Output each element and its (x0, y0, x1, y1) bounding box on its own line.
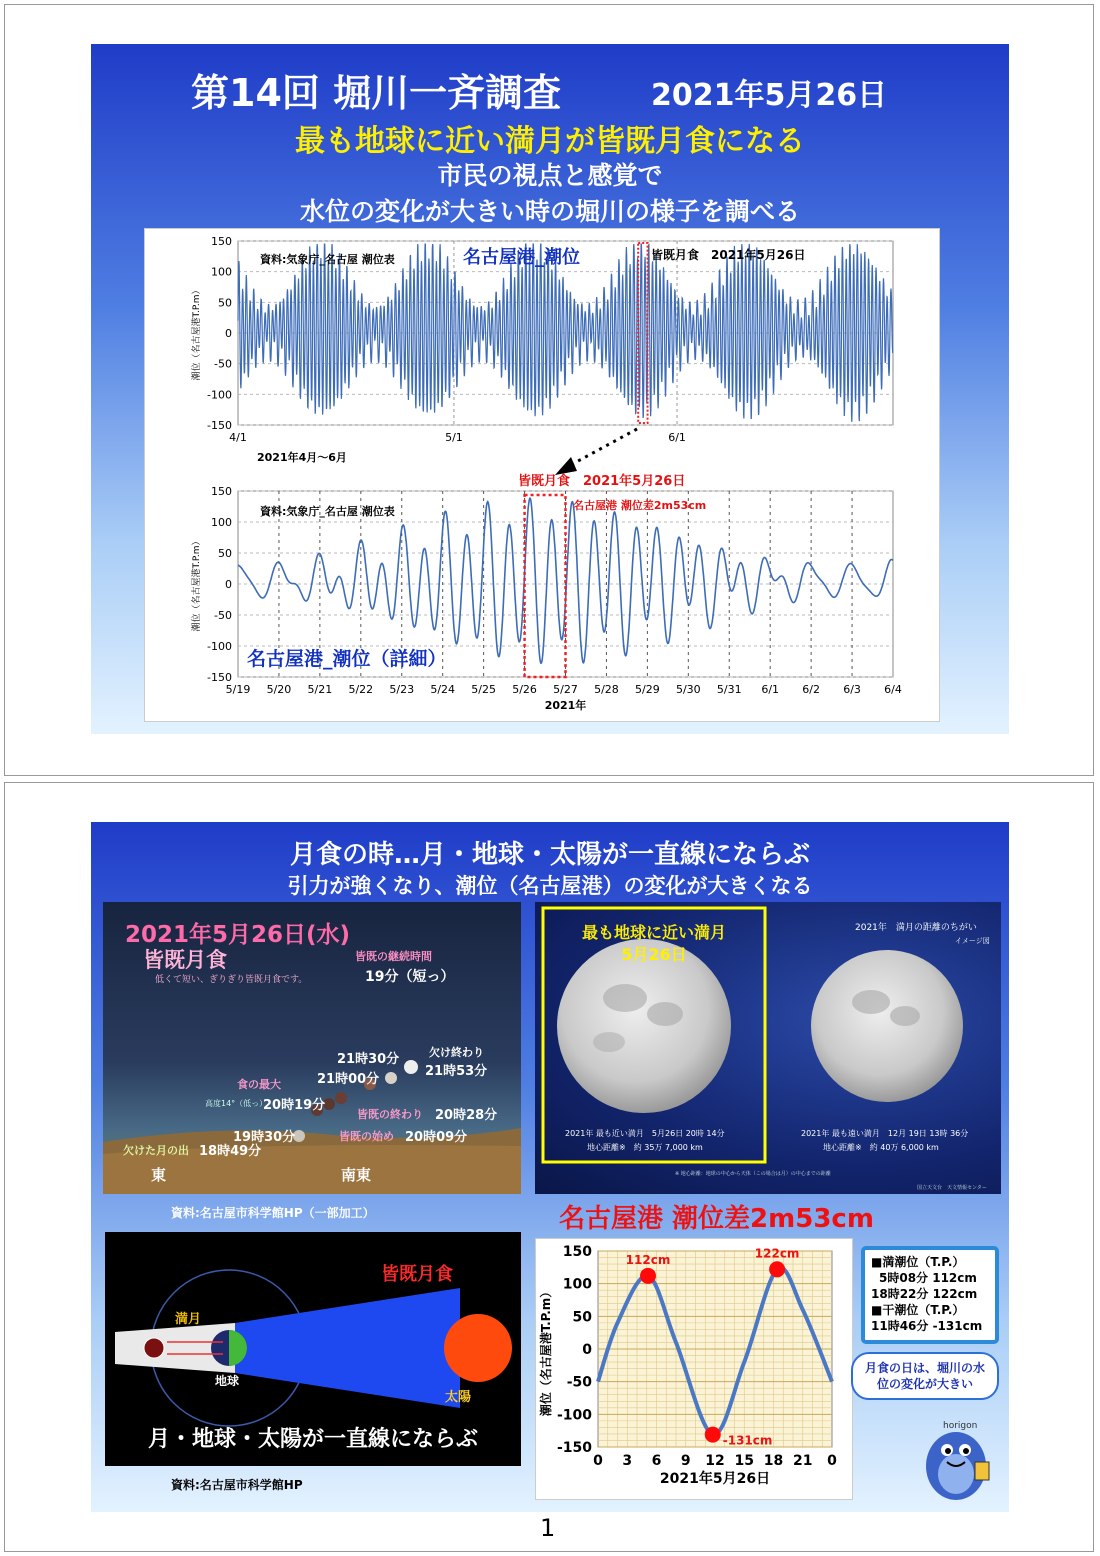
eclipse-caption: 低くて短い、ぎりぎり皆既月食です。 (155, 975, 308, 985)
detail-ytick-1: 100 (211, 516, 232, 529)
detail-xtick-0: 5/19 (225, 683, 251, 696)
detail-xtick-10: 5/29 (635, 683, 660, 696)
day-ytick-2: 50 (572, 1309, 592, 1326)
moon-footnote: ※ 地心距離：地球の中心から天体（この場合は月）の中心までの距離 (675, 1171, 831, 1177)
day-xlabel: 2021年5月26日 (659, 1471, 771, 1487)
day-tide-point-label-0: 112cm (625, 1252, 671, 1267)
source-science-museum-1: 資料:名古屋市科学館HP（一部加工） (171, 1206, 375, 1220)
eclipse-duration-value: 19分（短っ） (365, 969, 455, 985)
detail-xtick-16: 6/4 (884, 683, 902, 696)
info-line-5: 11時46分 -131cm (871, 1319, 983, 1333)
sun-icon (444, 1314, 512, 1382)
slide2-title-line1: 月食の時…月・地球・太陽が一直線にならぶ (289, 840, 810, 870)
alignment-sun-label: 太陽 (445, 1390, 472, 1405)
detail-eclipse-note: 皆既月食 2021年5月26日 (518, 474, 686, 489)
tide-charts-panel (144, 228, 940, 722)
overview-ytick-0: 150 (211, 235, 232, 248)
overview-eclipse-note: 皆既月食 2021年5月26日 (651, 248, 806, 262)
info-line-4: ■干潮位（T.P.） (871, 1303, 965, 1317)
moon-right-subtitle: イメージ図 (955, 937, 990, 945)
day-xtick-0: 0 (593, 1453, 603, 1469)
far-moon-icon (811, 950, 963, 1102)
day-ytick-0: 150 (562, 1244, 592, 1260)
tide-difference-title: 名古屋港 潮位差2m53cm (559, 1204, 874, 1234)
day-ylabel: 潮位（名古屋港T.P.m） (539, 1285, 553, 1417)
info-line-1: ■満潮位（T.P.） (871, 1255, 965, 1269)
mascot-label: horigon (943, 1421, 978, 1431)
eclipse-altitude: 高度14°（低っ） (205, 1099, 268, 1108)
day-xtick-6: 18 (763, 1453, 784, 1469)
overview-ytick-2: 50 (218, 296, 232, 310)
eclipse-timeline-image (103, 902, 521, 1194)
overview-xtick-2: 6/1 (668, 431, 686, 444)
detail-ytick-4: -50 (214, 609, 232, 622)
direction-east: 東 (151, 1166, 167, 1184)
day-ytick-5: -100 (556, 1407, 592, 1424)
detail-xtick-14: 6/2 (802, 683, 820, 696)
detail-xtick-5: 5/24 (430, 683, 456, 696)
event-label-6: 皆既の始め (339, 1130, 394, 1143)
overview-ytick-5: -100 (207, 388, 232, 402)
day-xtick-2: 6 (651, 1453, 662, 1469)
event-time-0: 21時53分 (425, 1064, 488, 1079)
day-ytick-1: 100 (562, 1276, 592, 1293)
event-label-4: 皆既の終わり (357, 1108, 423, 1121)
far-moon-caption1: 2021年 最も遠い満月 12月 19日 13時 36分 (801, 1129, 969, 1138)
moon-highlight-line1: 最も地球に近い満月 (581, 923, 726, 942)
alignment-earth-label: 地球 (215, 1374, 240, 1388)
detail-xtick-6: 5/25 (471, 683, 496, 696)
detail-ytick-5: -100 (207, 640, 232, 653)
full-moon-icon (144, 1338, 164, 1358)
slide1-subtitle-yellow: 最も地球に近い満月が皆既月食になる (295, 124, 805, 159)
detail-ytick-6: -150 (207, 671, 232, 684)
detail-source: 資料:気象庁_名古屋 潮位表 (260, 505, 395, 518)
day-ytick-4: -50 (566, 1374, 592, 1391)
slide1-subtitle-line2: 水位の変化が大きい時の堀川の様子を調べる (299, 197, 800, 226)
eclipse-name: 皆既月食 (143, 948, 227, 972)
slide-eclipse-explanation (91, 822, 1009, 1512)
moon-partial-end-icon (404, 1060, 418, 1074)
detail-xtick-8: 5/27 (553, 683, 578, 696)
alignment-moon-label: 満月 (175, 1312, 202, 1327)
detail-xtick-1: 5/20 (266, 683, 292, 696)
detail-title: 名古屋港_潮位（詳細） (247, 648, 447, 670)
speech-bubble: 月食の日は、堀川の水位の変化が大きい (851, 1352, 999, 1400)
overview-title: 名古屋港_潮位 (463, 247, 580, 268)
slide1-date: 2021年5月26日 (651, 78, 888, 113)
near-moon-icon (557, 939, 731, 1113)
mascot-horigon-icon (911, 1404, 1001, 1504)
detail-xtick-12: 5/31 (716, 683, 742, 696)
event-time-3: 20時19分 (263, 1098, 326, 1113)
day-tide-point-1 (705, 1427, 721, 1443)
overview-ytick-1: 100 (211, 265, 232, 279)
overview-ytick-3: 0 (225, 327, 232, 340)
overview-ylabel: 潮位（名古屋港T.P.m） (192, 285, 202, 381)
detail-ytick-0: 150 (211, 485, 232, 498)
day-tide-point-2 (769, 1261, 785, 1277)
day-tide-point-label-2: 122cm (754, 1246, 800, 1261)
overview-ytick-6: -150 (207, 419, 232, 432)
event-label-0: 欠け終わり (429, 1046, 484, 1059)
event-time-1: 21時30分 (337, 1052, 400, 1067)
day-tide-point-0 (640, 1268, 656, 1284)
detail-ytick-2: 50 (218, 547, 232, 560)
slide1-title: 第14回 堀川一斉調査 (191, 71, 562, 115)
alignment-eclipse-label: 皆既月食 (381, 1264, 453, 1285)
overview-ytick-4: -50 (214, 357, 232, 371)
event-time-6: 20時09分 (405, 1130, 468, 1145)
day-ytick-6: -150 (556, 1440, 592, 1456)
moon-distance-image (535, 902, 1001, 1194)
moon-right-title: 2021年 満月の距離のちがい (855, 923, 977, 933)
day-ytick-3: 0 (582, 1342, 592, 1358)
detail-xtick-13: 6/1 (761, 683, 780, 696)
daily-tide-chart-panel (535, 1238, 853, 1500)
event-time-7: 18時49分 (199, 1144, 262, 1159)
event-label-7: 欠けた月の出 (123, 1144, 189, 1157)
tide-charts-svg (145, 229, 941, 723)
moon-highlight-line2: 5月26日 (621, 945, 687, 964)
moon-credit: 国立天文台 天文情報センター (917, 1185, 987, 1191)
far-moon-caption2: 地心距離※ 約 40万 6,000 km (823, 1143, 939, 1152)
day-xtick-5: 15 (734, 1453, 754, 1469)
alignment-caption: 月・地球・太陽が一直線にならぶ (147, 1427, 478, 1452)
event-time-2: 21時00分 (317, 1072, 380, 1087)
eclipse-duration-label: 皆既の継続時間 (355, 950, 432, 963)
near-moon-caption1: 2021年 最も近い満月 5月26日 20時 14分 (565, 1129, 725, 1138)
zoom-arrow-head-icon (555, 457, 577, 475)
info-line-2: 5時08分 112cm (879, 1271, 977, 1285)
detail-ylabel: 潮位（名古屋港T.P.m） (192, 536, 202, 632)
slide-tide-survey (91, 44, 1009, 734)
page-number-bottom: 1 (540, 1514, 556, 1542)
overview-source: 資料:気象庁_名古屋 潮位表 (260, 253, 395, 266)
slide2-title-line2: 引力が強くなり、潮位（名古屋港）の変化が大きくなる (287, 874, 813, 898)
zoom-arrow (567, 429, 637, 467)
source-science-museum-2: 資料:名古屋市科学館HP (171, 1478, 303, 1492)
near-moon-caption2: 地心距離※ 約 35万 7,000 km (587, 1143, 703, 1152)
detail-xlabel: 2021年 (544, 699, 587, 712)
overview-xtick-0: 4/1 (229, 431, 247, 444)
alignment-diagram (105, 1232, 521, 1466)
day-xtick-7: 21 (793, 1453, 813, 1469)
detail-xtick-11: 5/30 (675, 683, 701, 696)
overview-xtick-1: 5/1 (445, 431, 463, 444)
direction-southeast: 南東 (341, 1166, 372, 1184)
event-time-4: 20時28分 (435, 1108, 498, 1123)
info-line-3: 18時22分 122cm (871, 1287, 978, 1301)
day-xtick-1: 3 (622, 1453, 633, 1469)
daily-tide-chart-svg (536, 1239, 854, 1501)
event-time-5: 19時30分 (233, 1130, 296, 1145)
detail-range-note: 名古屋港 潮位差2m53cm (573, 499, 707, 512)
detail-xtick-15: 6/3 (843, 683, 861, 696)
eclipse-date: 2021年5月26日(水) (125, 922, 351, 948)
detail-xtick-4: 5/23 (389, 683, 415, 696)
detail-xtick-7: 5/26 (512, 683, 537, 696)
day-xtick-8: 0 (827, 1453, 837, 1469)
detail-xtick-9: 5/28 (594, 683, 619, 696)
event-label-3: 食の最大 (237, 1078, 281, 1091)
day-tide-point-label-1: -131cm (722, 1433, 773, 1448)
overview-period-label: 2021年4月～6月 (257, 451, 347, 464)
day-xtick-4: 12 (705, 1453, 725, 1469)
slide1-subtitle-line1: 市民の視点と感覚で (437, 161, 663, 190)
detail-xtick-3: 5/22 (348, 683, 374, 696)
detail-xtick-2: 5/21 (307, 683, 333, 696)
day-xtick-3: 9 (680, 1453, 691, 1469)
detail-ytick-3: 0 (225, 578, 232, 591)
tide-info-box (861, 1246, 999, 1344)
